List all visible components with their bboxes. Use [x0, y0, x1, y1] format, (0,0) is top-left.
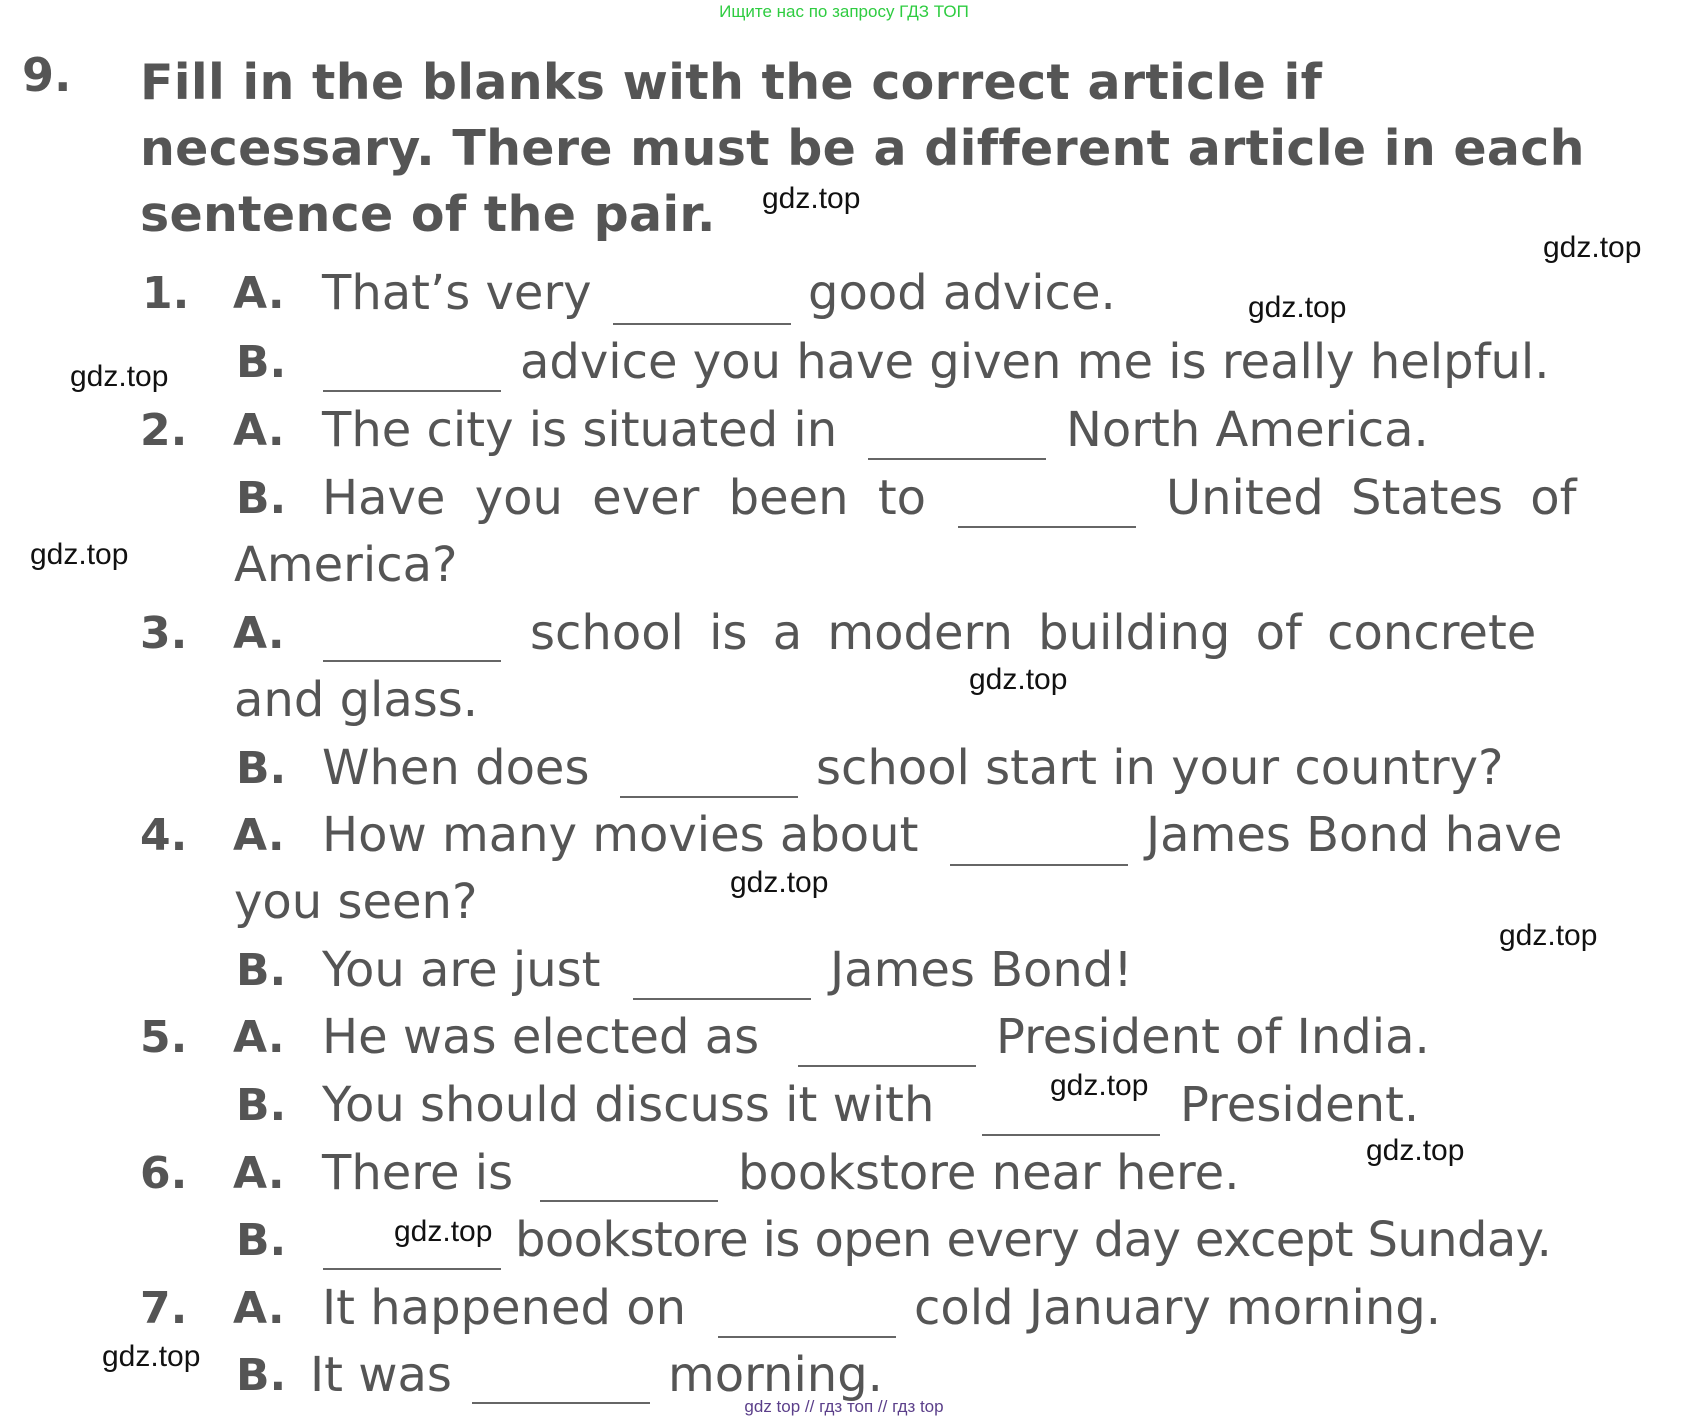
blank-5b[interactable]	[982, 1134, 1160, 1136]
item-number: 4.	[140, 810, 188, 861]
sentence-1a-before: That’s very	[322, 265, 592, 321]
blank-3b[interactable]	[620, 796, 798, 798]
sentence-3b-after: school start in your country?	[816, 740, 1504, 796]
sentence-7a-before: It happened on	[322, 1280, 687, 1336]
bottom-banner: gdz top // гдз топ // гдз top	[744, 1397, 944, 1416]
item-letter-b: B.	[236, 473, 287, 524]
blank-1a[interactable]	[613, 323, 791, 325]
sentence-7b-before: It was	[310, 1347, 452, 1403]
sentence-5b-before: You should discuss it with	[322, 1077, 935, 1133]
item-number: 6.	[140, 1148, 188, 1199]
watermark: gdz.top	[102, 1340, 201, 1373]
blank-3a[interactable]	[323, 660, 501, 662]
watermark: gdz.top	[730, 866, 829, 899]
item-letter-a: A.	[233, 1012, 285, 1063]
sentence-4b-after: James Bond!	[830, 942, 1133, 998]
item-letter-b: B.	[236, 1080, 287, 1131]
watermark: gdz.top	[969, 663, 1068, 696]
watermark: gdz.top	[1248, 291, 1347, 324]
item-letter-a: A.	[233, 268, 285, 319]
item-letter-b: B.	[236, 1350, 287, 1401]
sentence-3b-before: When does	[322, 740, 590, 796]
item-number: 1.	[142, 268, 190, 319]
watermark: gdz.top	[394, 1215, 493, 1248]
sentence-5a-before: He was elected as	[322, 1009, 760, 1065]
watermark: gdz.top	[1366, 1134, 1465, 1167]
sentence-2a-after: North America.	[1066, 402, 1429, 458]
sentence-1a-after: good advice.	[808, 265, 1116, 321]
item-letter-a: A.	[233, 405, 285, 456]
sentence-4a-before: How many movies about	[322, 807, 919, 863]
blank-6a[interactable]	[540, 1200, 718, 1202]
sentence-2b-after: United States of	[1166, 470, 1577, 526]
sentence-2b-cont: America?	[234, 537, 458, 593]
sentence-4a-after: James Bond have	[1146, 807, 1563, 863]
watermark: gdz.top	[1543, 231, 1642, 264]
top-banner: Ищите нас по запросу ГДЗ ТОП	[719, 2, 969, 21]
item-number: 3.	[140, 608, 188, 659]
sentence-3a-after: school is a modern building of concrete	[530, 605, 1537, 661]
sentence-6b-after: bookstore is open every day except Sunday.	[515, 1212, 1552, 1268]
sentence-5a-after: President of India.	[996, 1009, 1430, 1065]
sentence-1b-after: advice you have given me is really helpful.	[520, 334, 1550, 390]
exercise-instruction: Fill in the blanks with the correct article if necessary. There must be a different article in each sentence of the pair.	[140, 54, 1585, 243]
watermark: gdz.top	[70, 360, 169, 393]
blank-4b[interactable]	[633, 998, 811, 1000]
sentence-5b-after: President.	[1180, 1077, 1420, 1133]
sentence-2b-before: Have you ever been to	[322, 470, 927, 526]
sentence-6a-before: There is	[322, 1145, 514, 1201]
item-number: 7.	[140, 1283, 188, 1334]
blank-5a[interactable]	[798, 1065, 976, 1067]
blank-4a[interactable]	[950, 864, 1128, 866]
item-letter-b: B.	[236, 945, 287, 996]
item-letter-b: B.	[236, 743, 287, 794]
blank-1b[interactable]	[323, 390, 501, 392]
watermark: gdz.top	[762, 182, 861, 215]
blank-6b[interactable]	[323, 1268, 501, 1270]
item-letter-b: B.	[236, 337, 287, 388]
blank-2b[interactable]	[958, 526, 1136, 528]
sentence-6a-after: bookstore near here.	[738, 1145, 1240, 1201]
watermark: gdz.top	[1499, 919, 1598, 952]
item-letter-a: A.	[233, 1283, 285, 1334]
sentence-2a-before: The city is situated in	[322, 402, 838, 458]
item-letter-a: A.	[233, 608, 285, 659]
sentence-3a-cont: and glass.	[234, 672, 479, 728]
blank-7a[interactable]	[718, 1336, 896, 1338]
exercise-number: 9.	[22, 48, 72, 102]
item-number: 2.	[140, 405, 188, 456]
sentence-7a-after: cold January morning.	[914, 1280, 1441, 1336]
sentence-7b-after: morning.	[668, 1347, 883, 1403]
item-letter-b: B.	[236, 1215, 287, 1266]
item-letter-a: A.	[233, 1148, 285, 1199]
watermark: gdz.top	[30, 538, 129, 571]
sentence-4a-cont: you seen?	[234, 874, 478, 930]
watermark: gdz.top	[1050, 1069, 1149, 1102]
item-number: 5.	[140, 1012, 188, 1063]
item-letter-a: A.	[233, 810, 285, 861]
sentence-4b-before: You are just	[322, 942, 601, 998]
blank-2a[interactable]	[868, 458, 1046, 460]
